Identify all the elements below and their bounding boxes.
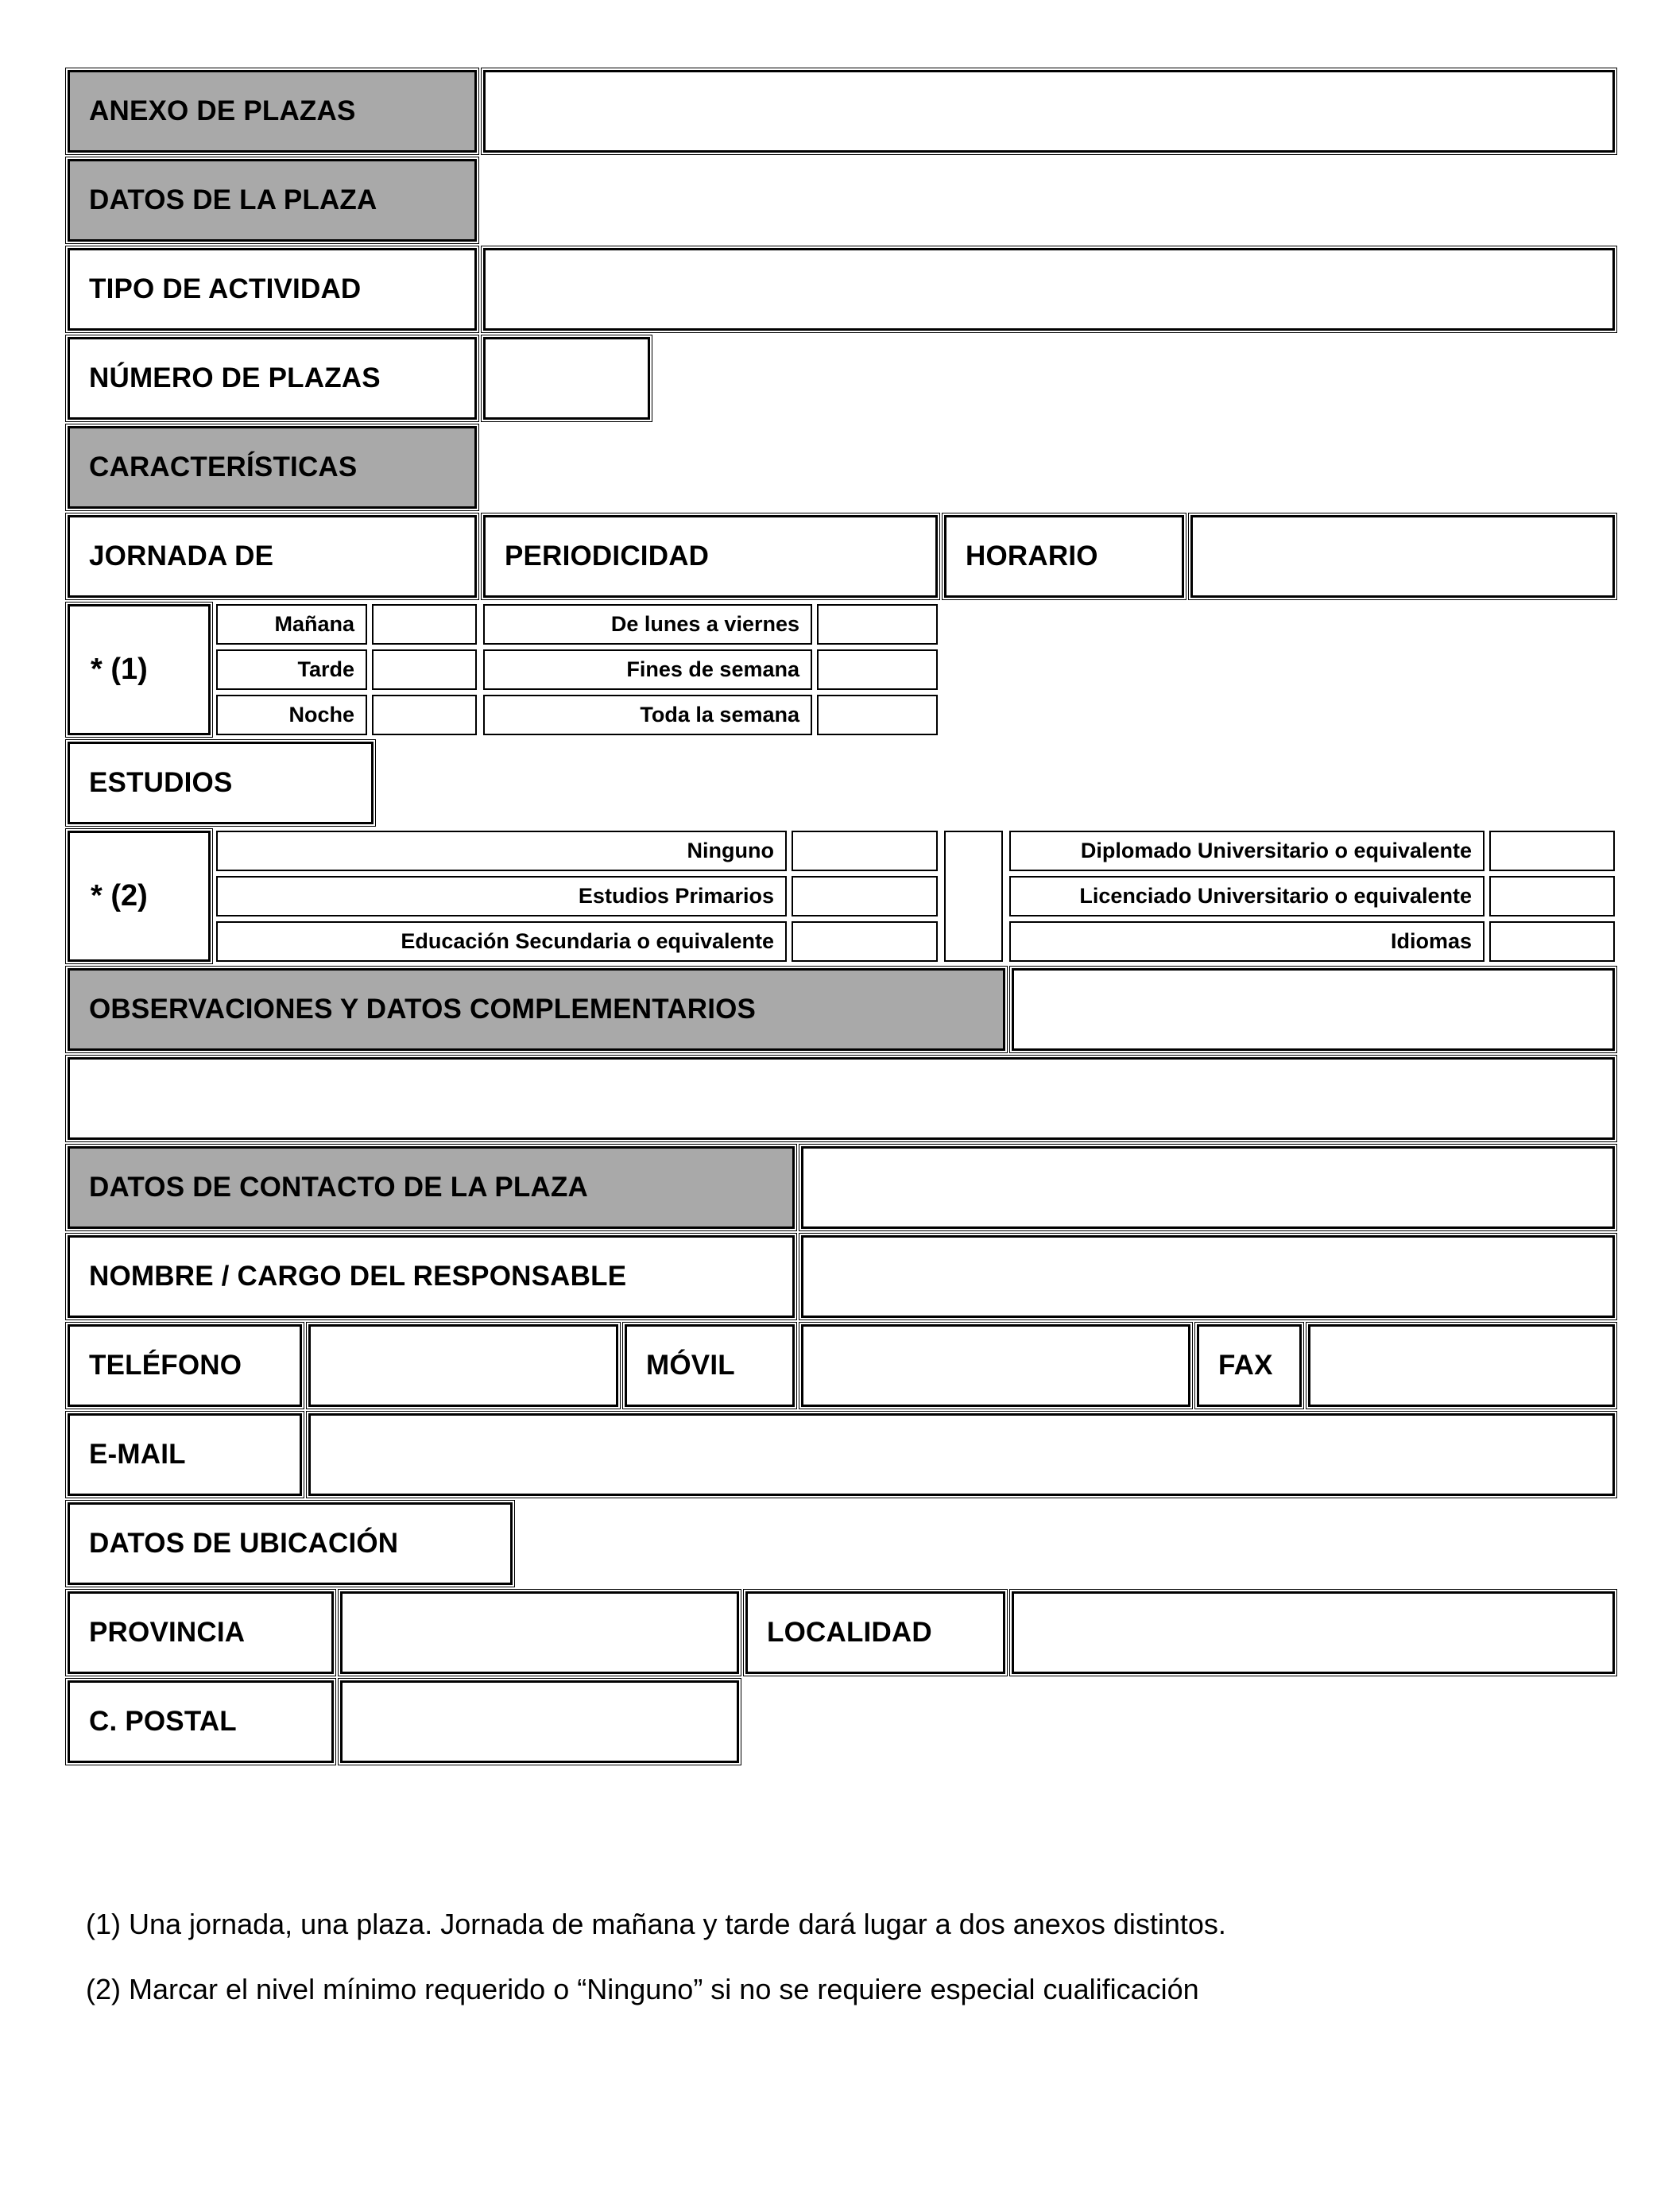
- label-telefono: TELÉFONO: [68, 1324, 302, 1407]
- checkbox-diplomado[interactable]: [1489, 831, 1615, 871]
- section-contacto: DATOS DE CONTACTO DE LA PLAZA: [68, 1146, 795, 1229]
- option-label-noche: Noche: [216, 695, 367, 735]
- input-tipo-actividad[interactable]: [483, 248, 1615, 331]
- input-movil[interactable]: [801, 1324, 1190, 1407]
- section-observaciones: OBSERVACIONES Y DATOS COMPLEMENTARIOS: [68, 968, 1005, 1051]
- checkbox-ninguno[interactable]: [792, 831, 938, 871]
- option-label-estudios-primarios: Estudios Primarios: [216, 876, 787, 916]
- checkbox-tarde[interactable]: [372, 649, 477, 690]
- option-label-fines-semana: Fines de semana: [483, 649, 812, 690]
- label-numero-plazas: NÚMERO DE PLAZAS: [68, 337, 477, 420]
- option-label-toda-semana: Toda la semana: [483, 695, 812, 735]
- label-nombre-cargo: NOMBRE / CARGO DEL RESPONSABLE: [68, 1235, 795, 1318]
- input-fax[interactable]: [1308, 1324, 1615, 1407]
- jornada-ref-note: * (1): [68, 604, 211, 735]
- label-localidad: LOCALIDAD: [745, 1591, 1005, 1674]
- input-observaciones[interactable]: [68, 1057, 1615, 1140]
- label-movil: MÓVIL: [625, 1324, 795, 1407]
- option-label-diplomado: Diplomado Universitario o equivalente: [1009, 831, 1485, 871]
- input-cpostal[interactable]: [340, 1680, 739, 1763]
- footnote-1: (1) Una jornada, una plaza. Jornada de mañana y tarde dará lugar a dos anexos distintos.: [86, 1908, 1226, 1940]
- anexo-title-value-cell[interactable]: [483, 70, 1615, 153]
- checkbox-toda-semana[interactable]: [817, 695, 938, 735]
- checkbox-estudios-primarios[interactable]: [792, 876, 938, 916]
- label-periodicidad: PERIODICIDAD: [483, 515, 938, 598]
- section-caracteristicas: CARACTERÍSTICAS: [68, 426, 477, 509]
- checkbox-licenciado[interactable]: [1489, 876, 1615, 916]
- input-provincia[interactable]: [340, 1591, 739, 1674]
- input-localidad[interactable]: [1012, 1591, 1615, 1674]
- input-numero-plazas[interactable]: [483, 337, 650, 420]
- input-horario[interactable]: [1190, 515, 1615, 598]
- option-label-idiomas: Idiomas: [1009, 921, 1485, 962]
- option-label-licenciado: Licenciado Universitario o equivalente: [1009, 876, 1485, 916]
- checkbox-idiomas[interactable]: [1489, 921, 1615, 962]
- checkbox-educacion-secundaria[interactable]: [792, 921, 938, 962]
- label-email: E-MAIL: [68, 1413, 302, 1496]
- input-email[interactable]: [308, 1413, 1615, 1496]
- estudios-ref-note: * (2): [68, 831, 211, 962]
- checkbox-lunes-viernes[interactable]: [817, 604, 938, 645]
- label-provincia: PROVINCIA: [68, 1591, 334, 1674]
- option-label-manana: Mañana: [216, 604, 367, 645]
- checkbox-fines-semana[interactable]: [817, 649, 938, 690]
- label-tipo-actividad: TIPO DE ACTIVIDAD: [68, 248, 477, 331]
- label-datos-ubicacion: DATOS DE UBICACIÓN: [68, 1502, 513, 1585]
- option-label-tarde: Tarde: [216, 649, 367, 690]
- form-title-header: ANEXO DE PLAZAS: [68, 70, 477, 153]
- footnote-2: (2) Marcar el nivel mínimo requerido o “Ninguno” si no se requiere especial cualificación: [86, 1973, 1199, 2005]
- estudios-spacer-cell: [944, 831, 1003, 962]
- input-nombre-cargo[interactable]: [801, 1235, 1615, 1318]
- label-estudios: ESTUDIOS: [68, 742, 374, 824]
- checkbox-noche[interactable]: [372, 695, 477, 735]
- checkbox-manana[interactable]: [372, 604, 477, 645]
- contacto-side-cell: [801, 1146, 1615, 1229]
- option-label-lunes-viernes: De lunes a viernes: [483, 604, 812, 645]
- option-label-educacion-secundaria: Educación Secundaria o equivalente: [216, 921, 787, 962]
- label-horario: HORARIO: [944, 515, 1184, 598]
- label-cpostal: C. POSTAL: [68, 1680, 334, 1763]
- input-telefono[interactable]: [308, 1324, 618, 1407]
- label-fax: FAX: [1197, 1324, 1302, 1407]
- section-datos-plaza: DATOS DE LA PLAZA: [68, 159, 477, 242]
- option-label-ninguno: Ninguno: [216, 831, 787, 871]
- observaciones-side-cell: [1012, 968, 1615, 1051]
- label-jornada-de: JORNADA DE: [68, 515, 477, 598]
